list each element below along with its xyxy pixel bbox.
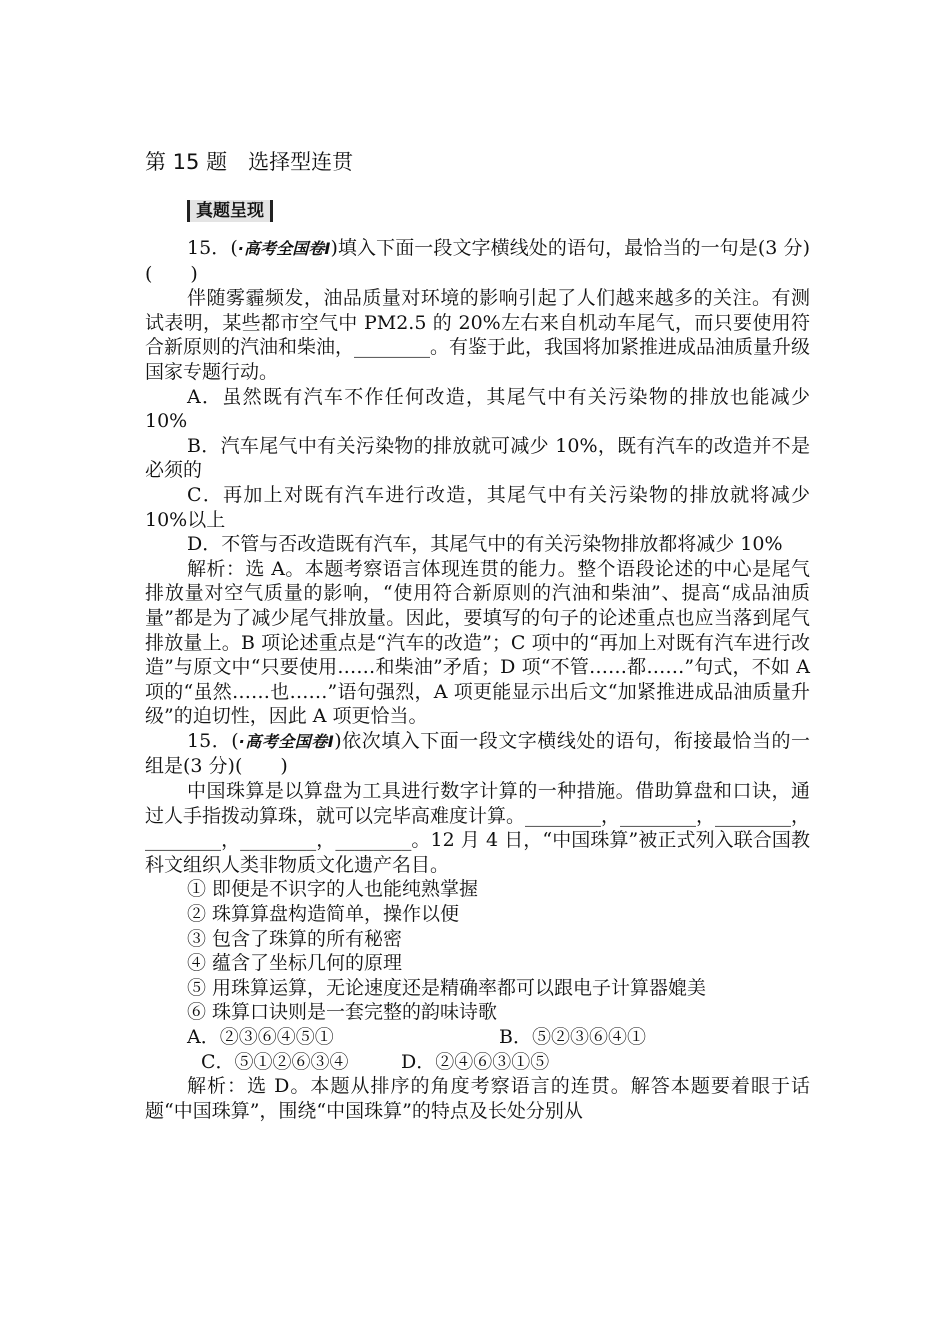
question-1-stem: 15．(·高考全国卷Ⅰ)填入下面一段文字横线处的语句，最恰当的一句是(3 分)( ) <box>145 237 810 285</box>
section-badge: 真题呈现 <box>187 200 273 222</box>
option-b: B．⑤②③⑥④① <box>499 1026 646 1048</box>
list-item: ① 即便是不识字的人也能纯熟掌握 <box>187 878 479 901</box>
question-number: 15． <box>187 237 231 259</box>
options-row-cd <box>201 1050 810 1075</box>
option-a: A．虽然既有汽车不作任何改造，其尾气中有关污染物的排放也能减少 10% <box>145 385 810 433</box>
option-c: C．⑤①②⑥③④ <box>201 1050 349 1073</box>
list-item: ⑥ 珠算口诀则是一套完整的韵味诗歌 <box>187 1001 498 1024</box>
question-text: )依次填入下面一段文字横线处的语句，衔接最恰当的一组是(3 分)( ) <box>145 729 810 778</box>
question-1-passage: 伴随雾霾频发，油品质量对环境的影响引起了人们越来越多的关注。有测试表明，某些都市空气中 PM2.5 的 20%左右来自机动车尾气，而只要使用符合新原则的汽油和柴油，________。有鉴于此，我国将加紧推进成品油质量升级国家专题行动。 <box>145 287 811 383</box>
option-b: B．汽车尾气中有关污染物的排放就可减少 10%，既有汽车的改造并不是必须的 <box>145 434 810 482</box>
question-source: ·高考全国卷Ⅰ <box>237 239 331 258</box>
question-2-passage: 中国珠算是以算盘为工具进行数字计算的一种措施。借助算盘和口诀，通过人手指拨动算珠，就可以完毕高难度计算。________，________，________，________，________，________。12 月 4 日，“中国珠算”被正式列入联合国教科文组织人类非物质文化遗产名目。 <box>145 780 811 876</box>
page-title: 第 15 题 选择型连贯 <box>145 150 354 174</box>
question-number: 15． <box>187 729 232 752</box>
option-a: A．②③⑥④⑤① <box>187 1026 334 1048</box>
question-2-stem: 15．(·高考全国卷Ⅰ)依次填入下面一段文字横线处的语句，衔接最恰当的一组是(3 分)( ) <box>145 729 810 778</box>
list-item: ② 珠算算盘构造简单，操作以便 <box>187 903 460 926</box>
content-area <box>145 148 810 1123</box>
option-d: D．不管与否改造既有汽车，其尾气中的有关污染物排放都将减少 10% <box>187 533 783 556</box>
question-source: ·高考全国卷Ⅰ <box>238 731 335 751</box>
list-item: ⑤ 用珠算运算，无论速度还是精确率都可以跟电子计算器媲美 <box>187 976 707 999</box>
options-row-ab <box>187 1025 810 1050</box>
question-1-analysis: 解析：选 A。本题考察语言体现连贯的能力。整个语段论述的中心是尾气排放量对空气质量的影响，“使用符合新原则的汽油和柴油”、提高“成品油质量”都是为了减少尾气排放量。因此，要填写的句子的论述重点也应当落到尾气排放量上。B 项论述重点是“汽车的改造”；C 项中的“再加上对既有汽车进行改造”与原文中“只要使用……和柴油”矛盾；D 项“不管……都……”句式，不如 A 项的“虽然……也……”语句强烈，A 项更能显示出后文“加紧推进成品油质量升级”的迫切性，因此 A 项更恰当。 <box>145 557 810 728</box>
option-d: D．②④⑥③①⑤ <box>401 1050 550 1073</box>
question-2-analysis: 解析：选 D。本题从排序的角度考察语言的连贯。解答本题要着眼于话题“中国珠算”，围绕“中国珠算”的特点及长处分别从 <box>145 1075 810 1122</box>
list-item: ④ 蕴含了坐标几何的原理 <box>187 952 403 975</box>
list-item: ③ 包含了珠算的所有秘密 <box>187 927 403 950</box>
option-c: C．再加上对既有汽车进行改造，其尾气中有关污染物的排放就将减少 10%以上 <box>145 483 810 531</box>
question-text: )填入下面一段文字横线处的语句，最恰当的一句是(3 分)( ) <box>145 237 810 285</box>
